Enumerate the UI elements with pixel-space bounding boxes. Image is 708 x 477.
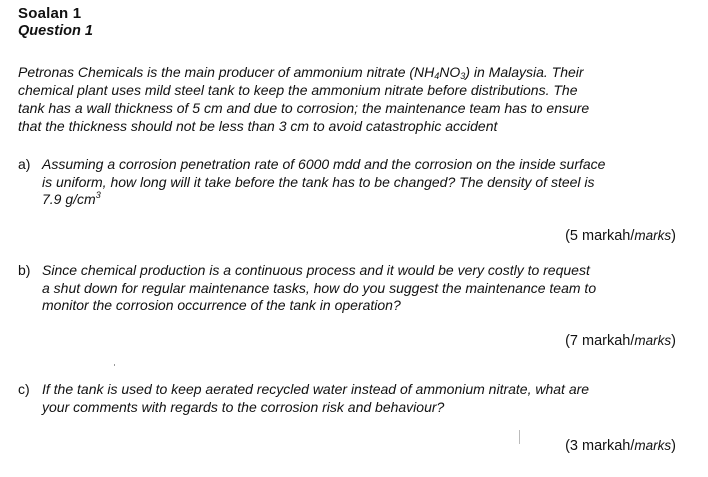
scan-mark [519,430,520,444]
question-c-line-1: If the tank is used to keep aerated recycled water instead of ammonium nitrate, what are [42,381,590,397]
question-a-marks: (5 markah/marks) [565,228,676,244]
question-c-letter: c) [18,381,30,397]
intro-line-2: chemical plant uses mild steel tank to keep the ammonium nitrate before distributions. The [18,82,578,98]
question-b-line-1: Since chemical production is a continuous process and it would be very costly to request [42,262,590,278]
question-heading-english: Question 1 [18,23,93,39]
question-c-marks: (3 markah/marks) [565,438,676,454]
question-a-line-1: Assuming a corrosion penetration rate of 6000 mdd and the corrosion on the inside surface [42,156,606,172]
question-b-text [42,262,596,315]
question-b-line-3: monitor the corrosion occurrence of the tank in operation? [42,297,401,313]
question-intro [18,63,678,135]
question-b-marks: (7 markah/marks) [565,333,676,349]
question-c-line-2: your comments with regards to the corrosion risk and behaviour? [42,398,445,415]
question-c-text [42,381,589,416]
question-b-line-2: a shut down for regular maintenance tasks, how do you suggest the maintenance team to [42,279,597,296]
intro-line-3: tank has a wall thickness of 5 cm and due to corrosion; the maintenance team has to ensure [18,100,590,116]
question-a-letter: a) [18,156,31,172]
question-heading-malay: Soalan 1 [18,5,82,22]
question-a-text [42,156,605,209]
question-a-line-3: 7.9 $g/cm^3$ [42,190,101,207]
question-a-line-2: is uniform, how long will it take before the tank has to be changed? The density of steel is [42,173,595,190]
question-b-letter: b) [18,262,31,278]
intro-line-1: Petronas Chemicals is the main producer of ammonium nitrate $(NH_4NO_3)$ in Malaysia. Their [18,64,584,81]
intro-line-4: that the thickness should not be less than 3 cm to avoid catastrophic accident [18,118,498,134]
scan-speck [114,364,115,366]
